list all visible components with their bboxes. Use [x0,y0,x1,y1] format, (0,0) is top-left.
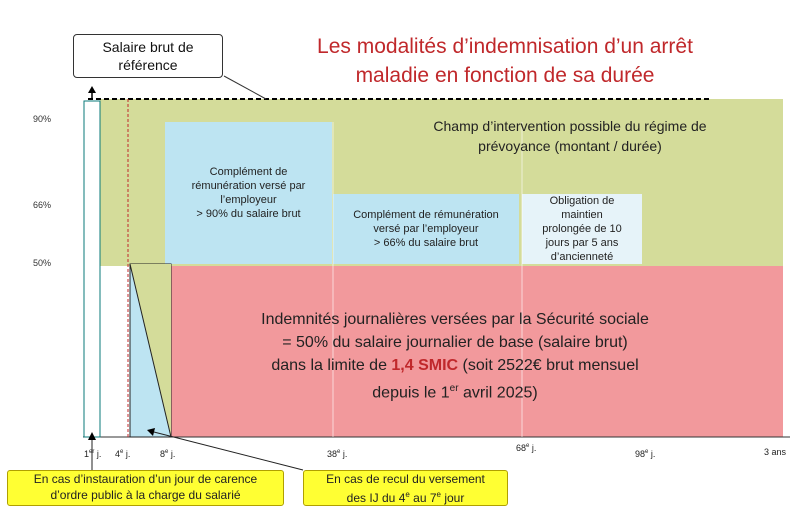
tick-day-68: 68e j. [516,443,537,453]
page-title: Les modalités d’indemnisation d’un arrêt maladie en fonction de sa durée [317,35,693,87]
smic-highlight: 1,4 SMIC [391,357,459,374]
complement-90-box: Complément de rémunération versé par l’employeur > 90% du salaire brut [165,122,332,264]
tick-day-4: 4e j. [115,449,131,459]
tick-day-8: 8e j. [160,449,176,459]
label-66-percent: 66% [33,200,52,210]
complement-66-box: Complément de rémunération versé par l’employeur > 66% du salaire brut [333,194,519,264]
ij-text: Indemnités journalières versées par la Sécurité sociale = 50% du salaire journalier de base (salaire brut) dans la limite de 1,4 SMIC (soit 2522€ brut mensuel depuis le 1er avril 2025) [261,311,649,402]
tick-day-1: 1er j. [84,449,102,459]
reference-salary-box: Salaire brut de référence [73,34,223,78]
tick-day-38: 38e j. [327,449,348,459]
label-90-percent: 90% [33,114,52,124]
day-one-bar [84,101,100,437]
recul-note: En cas de recul du versement des IJ du 4e au 7e jour [303,470,508,506]
carence-note: En cas d’instauration d’un jour de carence d’ordre public à la charge du salarié [7,470,284,506]
prevoyance-text: Champ d’intervention possible du régime de prévoyance (montant / durée) [433,118,707,154]
up-arrow-head [88,86,96,93]
reference-connector [224,76,266,99]
label-50-percent: 50% [33,258,52,268]
obligation-box: Obligation de maintien prolongée de 10 jours par 5 ans d’ancienneté [522,194,642,264]
tick-day-98: 98e j. [635,449,656,459]
tick-3-years: 3 ans [764,447,787,457]
